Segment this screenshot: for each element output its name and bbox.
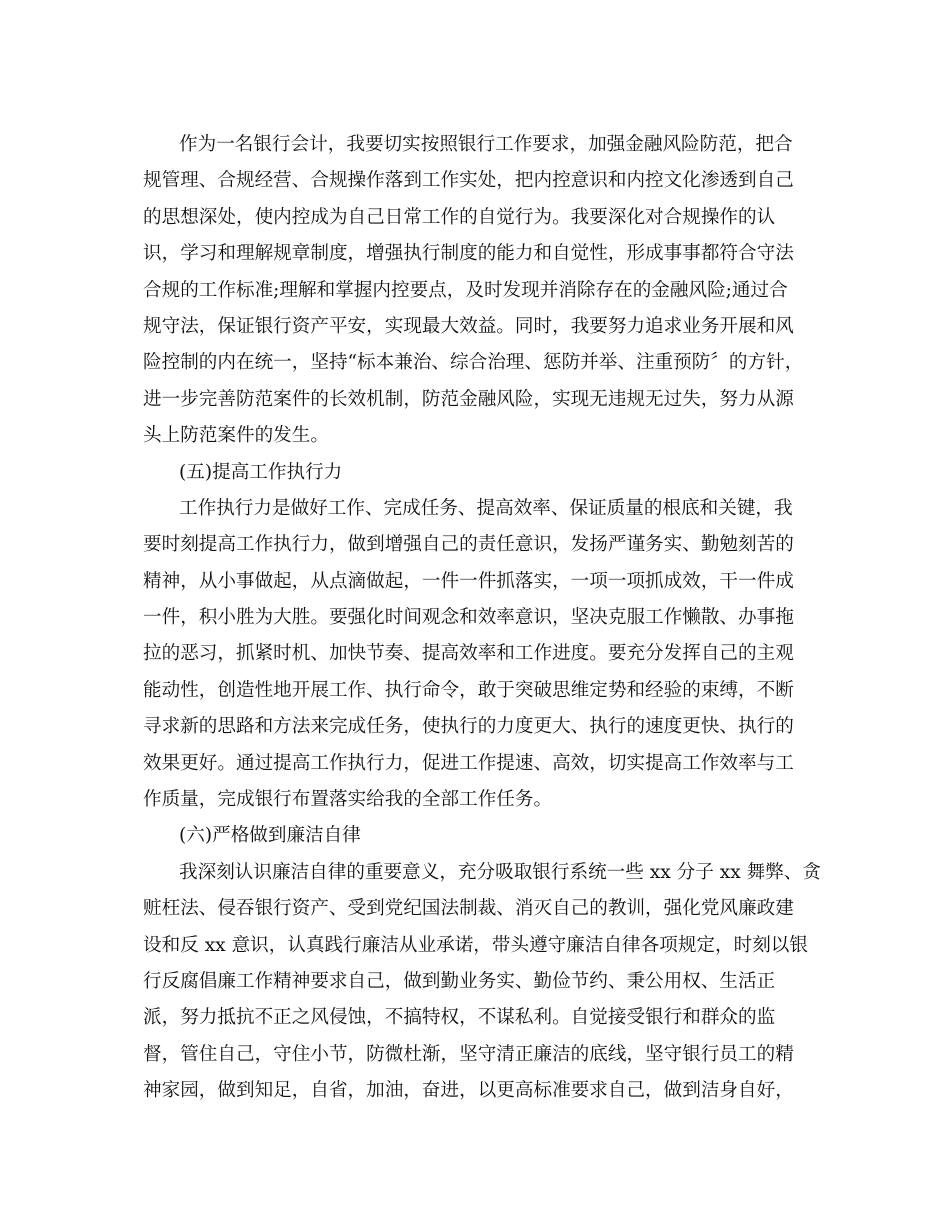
text-line: 精神，从小事做起，从点滴做起，一件一件抓落实，一项一项抓成效，干一件成: [143, 570, 794, 592]
text-line: 规管理、合规经营、合规操作落到工作实处，把内控意识和内控文化渗透到自己: [143, 170, 794, 192]
text-line: 能动性，创造性地开展工作、执行命令，敢于突破思维定势和经验的束缚，不断: [143, 679, 794, 701]
text-line: 设和反 xx 意识，认真践行廉洁从业承诺，带头遵守廉洁自律各项规定，时刻以银: [143, 934, 808, 956]
text-line: 进一步完善防范案件的长效机制，防范金融风险，实现无违规无过失，努力从源: [143, 388, 794, 410]
text-line: 要时刻提高工作执行力，做到增强自己的责任意识，发扬严谨务实、勤勉刻苦的: [143, 534, 794, 556]
text-line: 工作执行力是做好工作、完成任务、提高效率、保证质量的根底和关键，我: [179, 497, 793, 519]
text-line: 作为一名银行会计，我要切实按照银行工作要求，加强金融风险防范，把合: [179, 134, 793, 155]
text-line: 拉的恶习，抓紧时机、加快节奏、提高效率和工作进度。要充分发挥自己的主观: [143, 643, 794, 665]
text-line: 我深刻认识廉洁自律的重要意义，充分吸取银行系统一些 xx 分子 xx 舞弊、贪: [179, 861, 821, 883]
text-line: 的思想深处，使内控成为自己日常工作的自觉行为。我要深化对合规操作的认: [143, 206, 776, 228]
section-heading: (六)严格做到廉洁自律: [179, 825, 361, 847]
text-line: 险控制的内在统一，坚持“标本兼治、综合治理、惩防并举、注重预防〞的方针，: [143, 352, 804, 374]
text-line: 神家园，做到知足，自省，加油，奋进，以更高标准要求自己，做到洁身自好，: [143, 1080, 794, 1102]
text-line: 赃枉法、侵吞银行资产、受到党纪国法制裁、消灭自己的教训，强化党风廉政建: [143, 898, 794, 920]
text-line: 一件，积小胜为大胜。要强化时间观念和效率意识，坚决克服工作懒散、办事拖: [143, 607, 794, 629]
text-line: 寻求新的思路和方法来完成任务，使执行的力度更大、执行的速度更快、执行的: [143, 716, 794, 738]
text-line: 合规的工作标准;理解和掌握内控要点，及时发现并消除存在的金融风险;通过合: [143, 279, 788, 301]
text-line: 派，努力抵抗不正之风侵蚀，不搞特权，不谋私利。自觉接受银行和群众的监: [143, 1007, 776, 1029]
text-line: 规守法，保证银行资产平安，实现最大效益。同时，我要努力追求业务开展和风: [143, 315, 794, 337]
section-heading: (五)提高工作执行力: [179, 461, 343, 483]
text-line: 作质量，完成银行布置落实给我的全部工作任务。: [143, 789, 553, 811]
document-body: [143, 127, 843, 1110]
text-line: 识，学习和理解规章制度，增强执行制度的能力和自觉性，形成事事都符合守法: [143, 243, 794, 265]
text-line: 效果更好。通过提高工作执行力，促进工作提速、高效，切实提高工作效率与工: [143, 752, 794, 774]
text-line: 头上防范案件的发生。: [143, 425, 329, 447]
text-line: 行反腐倡廉工作精神要求自己，做到勤业务实、勤俭节约、秉公用权、生活正: [143, 970, 776, 992]
text-line: 督，管住自己，守住小节，防微杜渐，坚守清正廉洁的底线，坚守银行员工的精: [143, 1043, 794, 1065]
